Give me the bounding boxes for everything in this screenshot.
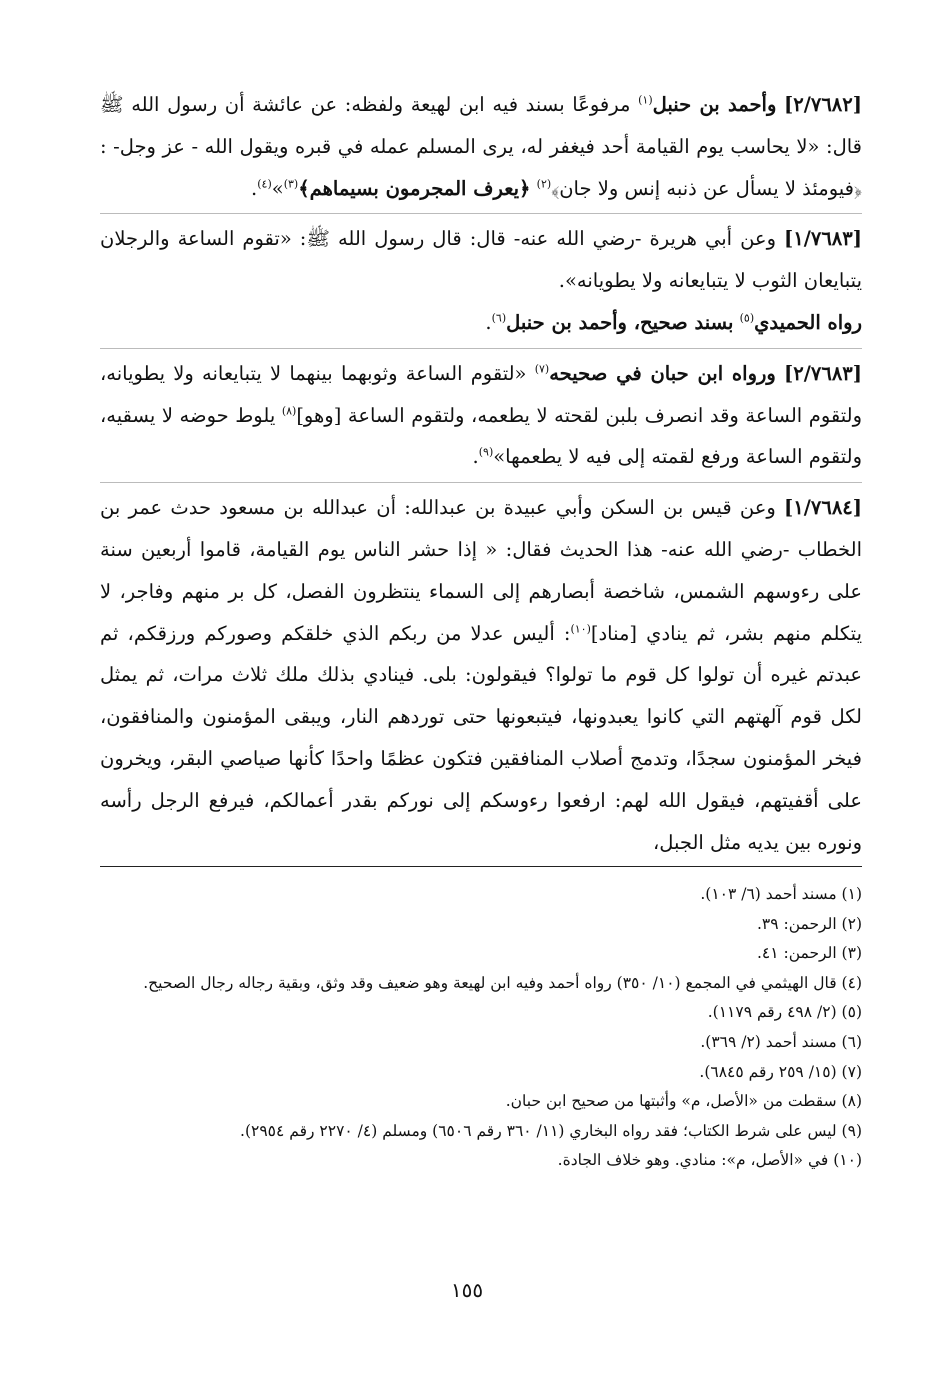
footnote-marker: (٤): [257, 177, 272, 191]
footnotes: [100, 880, 862, 1176]
footnote-item: (٨) سقطت من «الأصل، م» وأثبتها من صحيح ابن حبان.: [505, 1092, 862, 1111]
hadith-text: «لتقوم الساعة وثوبهما بينهما لا يتبايعانه ولا يطويانه، ولتقوم الساعة وقد انصرف بلبن لقحته لا يطعمه، ولتقوم الساعة [وهو]: [100, 361, 862, 427]
footnote-marker: (٢): [536, 177, 552, 191]
narrator: ورواه ابن حبان في صحيحه: [549, 361, 776, 385]
footnote-item: (٣) الرحمن: ٤١.: [756, 944, 862, 963]
footnote-item: (٦) مسند أحمد (٢/ ٣٦٩).: [700, 1032, 862, 1051]
narrator: وأحمد بن حنبل: [652, 93, 777, 116]
hadith-text: بسند صحيح، وأحمد بن حنبل: [506, 310, 734, 334]
paragraph-7684-1: [100, 482, 862, 863]
footnote-marker: (٧): [534, 362, 550, 376]
footnote-item: (٧) (١٥/ ٢٥٩ رقم ٦٨٤٥).: [699, 1062, 862, 1081]
footnote-item: (٥) (٢/ ٤٩٨ رقم ١١٧٩).: [707, 1003, 862, 1022]
hadith-ref: [٢/٧٦٨٣]: [784, 361, 863, 385]
hadith-text-continued: : أليس عدلا من ربكم الذي خلقكم وصوركم ورزقكم، ثم عبدتم غيره أن تولوا كل قوم ما تولوا؟ فيقولون: بلى. فينادي بذلك ملك ثلاث مرات، ثم يمثل لكل قوم آلهتهم التي كانوا يعبدونها، فيتبعونها حتى توردهم النار، ويبقى المؤمنون والمنافقون، فيخر المؤمنون سجدًا، وتدمج أصلاب المنافقين فتكون عظمًا واحدًا كأنها صياصي البقر، ويخرون على أقفيتهم، فيقول الله لهم: ارفعوا رءوسكم إلى نوركم بقدر أعمالكم، فيرفع الرجل رأسه ونوره بين يديه مثل الجبل،: [100, 621, 862, 854]
hadith-ref: [٢/٧٦٨٢]: [784, 93, 862, 116]
hadith-text-continued: يلوط حوضه لا يسقيه، ولتقوم الساعة ورفع لقمته إلى فيه لا يطعمها»: [100, 403, 862, 469]
hadith-text: وعن قيس بن السكن وأبي عبيدة بن عبدالله: أن عبدالله بن مسعود حدث عمر بن الخطاب -رضي الله عنه- هذا الحديث فقال: « إذا حشر الناس يوم القيامة، قاموا أربعين سنة على رءوسهم الشمس، شاخصة أبصارهم إلى السماء ينتظرون الفصل، كل بر منهم وفاجر، لا يتكلم منهم بشر، ثم ينادي [مناد]: [100, 496, 862, 645]
footnote-item: (٩) ليس على شرط الكتاب؛ فقد رواه البخاري (١١/ ٣٦٠ رقم ٦٥٠٦) ومسلم (٤/ ٢٢٧٠ رقم ٢٩٥٤).: [240, 1121, 862, 1140]
hadith-ref: [١/٧٦٨٣]: [784, 227, 862, 251]
full-stop: .: [251, 176, 258, 200]
footnote-item: (٢) الرحمن: ٣٩.: [756, 914, 862, 933]
quote-close: »: [271, 176, 284, 200]
quran-quote: ﴿يعرف المجرمون بسيماهم﴾: [298, 176, 531, 200]
paragraph-7683-2: [100, 348, 862, 478]
hadith-ref: [١/٧٦٨٤]: [784, 496, 863, 520]
footnote-marker: (٦): [491, 311, 507, 325]
footnote-marker: (٥): [739, 311, 755, 325]
footnote-marker: (١): [638, 93, 653, 107]
full-stop: .: [472, 445, 479, 469]
paragraph-narration: [100, 302, 862, 344]
hadith-text: وعن أبي هريرة -رضي الله عنه- قال: قال رسول الله ﷺ: «تقوم الساعة والرجلان يتبايعان الثوب لا يتبايعانه ولا يطويانه».: [100, 227, 862, 293]
page-number: ١٥٥: [450, 1278, 484, 1302]
full-stop: .: [485, 310, 492, 334]
hadith-text: مرفوعًا بسند فيه ابن لهيعة ولفظه: عن عائشة أن رسول الله ﷺ قال: «لا يحاسب يوم القيامة أحد فيغفر له، يرى المسلم عمله في قبره ويقول الله - عز وجل- : ﴿فيومئذ لا يسأل عن ذنبه إنس ولا جان﴾: [100, 93, 862, 200]
narrator: رواه الحميدي: [754, 310, 862, 334]
paragraph-7682-2: [100, 84, 862, 209]
footnote-item: (١) مسند أحمد (٦/ ١٠٣).: [700, 885, 862, 903]
footnote-marker: (٣): [283, 177, 299, 191]
footnote-item: (١٠) في «الأصل، م»: منادي. وهو خلاف الجادة.: [557, 1151, 862, 1170]
main-text: [100, 84, 862, 863]
footnote-marker: (٨): [281, 404, 297, 418]
footnote-marker: (٩): [478, 445, 494, 459]
paragraph-7683-1: [100, 213, 862, 302]
footnote-item: (٤) قال الهيثمي في المجمع (١٠/ ٣٥٠) رواه أحمد وفيه ابن لهيعة وهو ضعيف وقد وثق، وبقية رجاله رجال الصحيح.: [143, 973, 862, 992]
footnote-marker: (١٠): [570, 622, 591, 636]
footnote-divider: [100, 866, 862, 867]
